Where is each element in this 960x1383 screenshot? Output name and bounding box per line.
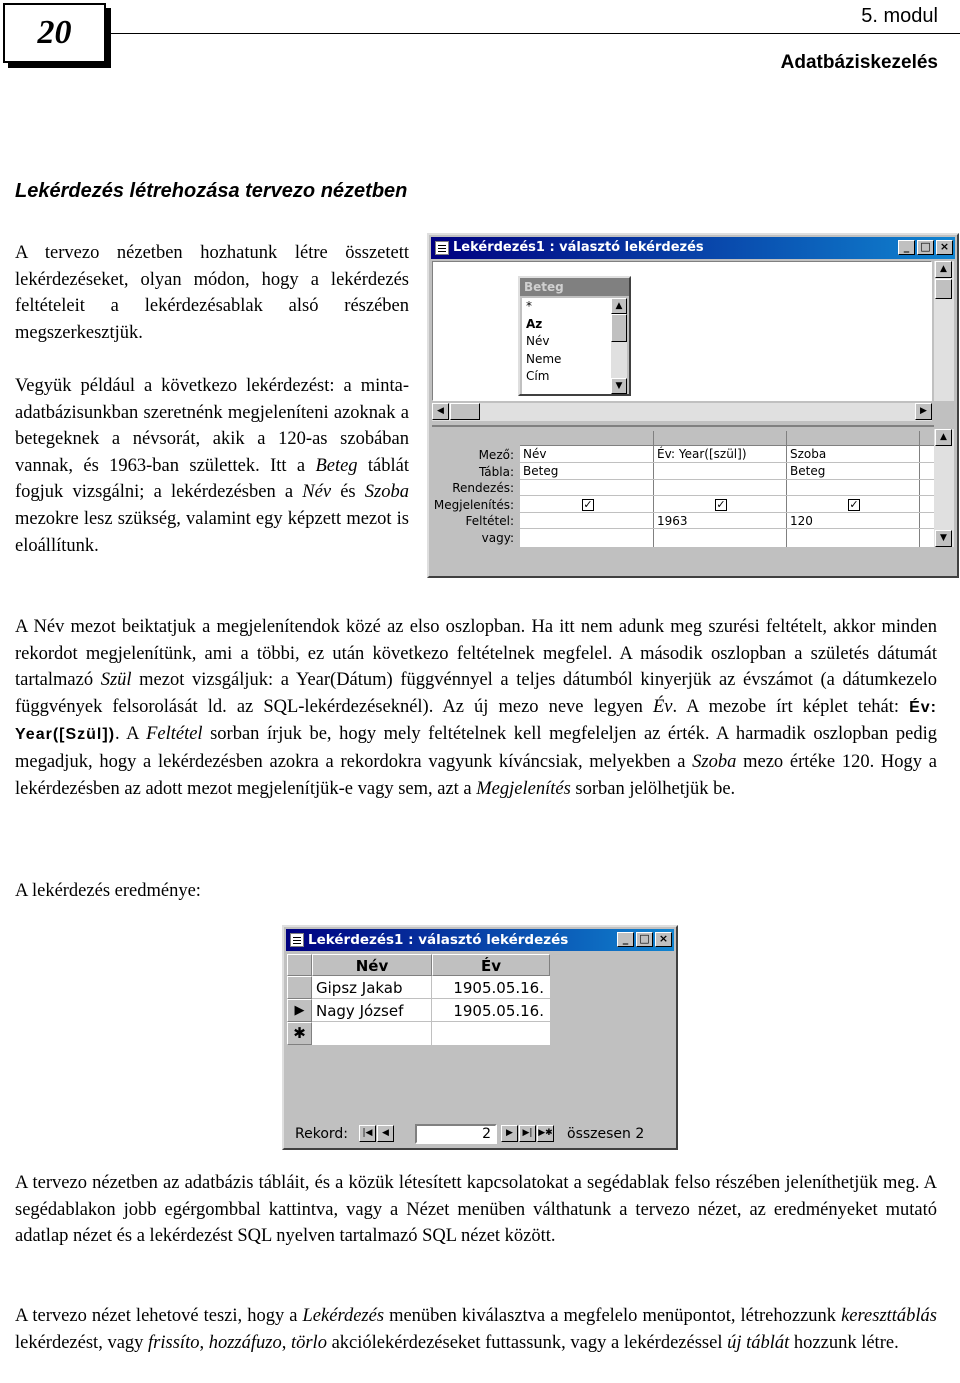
scroll-up-icon[interactable]: ▲ — [935, 429, 952, 446]
szoba-emph: Szoba — [364, 482, 409, 503]
kereszttablas-emph: kereszttáblás — [841, 1306, 938, 1326]
datasheet-cells — [312, 976, 550, 1045]
formula: Év: Year([Szül]) — [15, 698, 937, 744]
intro-text-2c: és — [331, 482, 365, 503]
qbe-table-cell[interactable]: Beteg — [523, 464, 559, 478]
torlo-emph: törlo — [290, 1332, 327, 1353]
result-titlebar — [286, 929, 674, 951]
bottom-text-1: A tervezo nézetben az adatbázis tábláit, és a közük létesített kapcsolatokat a segédablak felso részében jeleníthetjük meg. A segédablakon jobb egérgombbal kattintva, vagy a Nézet menüben válthatunk a tervezo nézet, az eredményeket mutató adatlap nézet és a lekérdezést SQL nyelven tartalmazó SQL nézet között. — [15, 1173, 937, 1247]
close-button[interactable]: × — [655, 932, 672, 947]
row-line — [520, 528, 934, 529]
qbe-field-cell[interactable]: Év: Year([szül]) — [657, 447, 747, 461]
show-checkbox[interactable]: ✓ — [849, 498, 859, 511]
record-navigation — [287, 1123, 673, 1145]
body-text: . A mezobe írt képlet tehát: — [672, 696, 910, 717]
maximize-button[interactable]: □ — [917, 240, 934, 255]
qbe-field-cell[interactable]: Név — [523, 447, 547, 461]
table-cell[interactable]: 1905.05.16. — [453, 979, 544, 997]
scroll-left-icon[interactable]: ◀ — [432, 403, 449, 420]
scroll-thumb[interactable] — [450, 403, 480, 420]
beteg-table-box[interactable] — [518, 276, 631, 396]
lower-vertical-scrollbar[interactable] — [934, 429, 954, 547]
feltetel-emph: Feltétel — [146, 724, 203, 745]
row-selector[interactable] — [287, 976, 312, 999]
module-label: 5. modul — [861, 5, 938, 27]
row-label-show: Megjelenítés: — [433, 497, 514, 512]
design-window-title: Lekérdezés1 : választó lekérdezés — [453, 240, 704, 255]
record-label: Rekord: — [295, 1126, 348, 1142]
row-label-field: Mező: — [478, 448, 514, 462]
field-list-item[interactable]: Az — [526, 316, 543, 331]
upper-vertical-scrollbar[interactable] — [934, 261, 954, 401]
header-rule — [106, 33, 960, 34]
first-record-icon[interactable]: |◀ — [359, 1125, 376, 1142]
select-all-corner[interactable] — [287, 954, 312, 976]
upper-horizontal-scrollbar[interactable] — [432, 403, 932, 421]
show-checkbox[interactable]: ✓ — [716, 498, 726, 511]
body-text: sorban jelölhetjük be. — [570, 778, 736, 799]
table-pane — [432, 261, 932, 401]
row-label-criteria: Feltétel: — [465, 514, 514, 528]
frissito-emph: frissíto — [148, 1332, 200, 1353]
datasheet-icon — [290, 933, 304, 947]
beteg-emph: Beteg — [315, 455, 358, 476]
scroll-thumb[interactable] — [935, 279, 952, 299]
page-number-text: 20 — [37, 14, 72, 51]
row-label-table: Tábla: — [478, 464, 514, 479]
scroll-down-icon[interactable]: ▼ — [935, 530, 952, 547]
body-text: mezo értéke 120. Hogy a lekérdezésben az adott mezot megjelenítjük-e vagy sem, azt a — [15, 751, 937, 799]
row-line — [520, 495, 934, 496]
query-icon — [435, 241, 449, 255]
record-total: összesen 2 — [567, 1126, 645, 1142]
field-list-scrollbar[interactable] — [611, 298, 627, 394]
column-divider — [786, 431, 787, 547]
row-label-or: vagy: — [481, 530, 514, 545]
qbe-field-cell[interactable]: Szoba — [790, 447, 827, 461]
column-divider — [919, 431, 920, 547]
body-text: mezot vizsgáljuk: a Year(Dátum) függvénnyel a teljes dátumból kinyerjük az évszámot (a dátumkezelo függvények felsorolását ld. az SQL-lekérdezéseknél). Az új mezo neve legyen — [15, 670, 937, 717]
bottom-paragraph-1 — [15, 1170, 937, 1250]
minimize-button[interactable]: _ — [617, 932, 634, 947]
column-selectors[interactable] — [520, 431, 934, 446]
field-list-item[interactable]: Neme — [526, 351, 562, 366]
qbe-row-labels — [432, 447, 514, 546]
hozzafuzo-emph: hozzáfuzo — [208, 1332, 282, 1353]
intro-text-2b: táblát fogjuk vizsgálni; a lekérdezésben a — [15, 455, 410, 503]
bottom-text: , — [281, 1332, 291, 1353]
body-paragraph — [15, 614, 937, 802]
module-title: Adatbáziskezelés — [780, 52, 938, 73]
lekerdezes-emph: Lekérdezés — [302, 1306, 385, 1326]
scroll-right-icon[interactable]: ▶ — [915, 403, 932, 420]
qbe-criteria-cell[interactable]: 1963 — [657, 514, 688, 528]
bottom-text: akciólekérdezéseket futtassunk, vagy a lekérdezéssel — [326, 1332, 728, 1353]
ev-emph: Év — [652, 696, 673, 717]
bottom-paragraph-2 — [15, 1303, 937, 1356]
page-number — [3, 3, 106, 63]
bottom-text: menüben kiválasztva a megfelelo menüpontot, létrehozzunk — [384, 1306, 842, 1326]
maximize-button[interactable]: □ — [636, 932, 653, 947]
bottom-text: lekérdezést, vagy — [15, 1332, 149, 1353]
column-header-nev[interactable]: Név — [312, 954, 432, 976]
query-result-window — [282, 925, 678, 1150]
intro-paragraph-2 — [15, 373, 409, 559]
datasheet — [287, 954, 673, 1122]
scroll-up-icon[interactable]: ▲ — [611, 298, 627, 314]
bottom-text: , — [199, 1332, 209, 1353]
next-record-icon[interactable]: ▶ — [501, 1125, 518, 1142]
table-cell[interactable]: Nagy József — [316, 1002, 404, 1020]
body-text: A Név mezot beiktatjuk a megjelenítendok közé az elso oszlopban. Ha itt nem adunk meg szurési feltételt, akkor minden rekordot megjelenítünk, ami a többi, ez után következo feltételnek megfelel. A második oszlopban a születés dátumát tartalmazó — [15, 617, 937, 691]
prev-record-icon[interactable]: ◀ — [377, 1125, 394, 1142]
intro-text-2d: mezokre lesz szükség, valamint egy képzett mezot is eloállítunk. — [15, 508, 409, 556]
section-title: Lekérdezés létrehozása tervezo nézetben — [15, 180, 408, 202]
scroll-up-icon[interactable]: ▲ — [935, 261, 952, 278]
qbe-table-cell[interactable]: Beteg — [790, 464, 826, 478]
design-titlebar — [431, 237, 955, 259]
field-list-item[interactable]: Cím — [526, 369, 550, 383]
column-line — [431, 976, 432, 1045]
beteg-table-title: Beteg — [520, 278, 629, 296]
table-cell[interactable]: 1905.05.16. — [453, 1002, 544, 1020]
new-record-icon[interactable]: ✱ — [287, 1022, 312, 1045]
qbe-criteria-cell[interactable]: 120 — [790, 514, 813, 528]
minimize-button[interactable]: _ — [898, 240, 915, 255]
result-window-title: Lekérdezés1 : választó lekérdezés — [308, 932, 569, 948]
field-list-item[interactable]: Név — [526, 334, 550, 348]
current-record-icon[interactable]: ▶ — [287, 999, 312, 1022]
megjelenites-emph: Megjelenítés — [476, 778, 571, 799]
close-button[interactable]: × — [936, 240, 953, 255]
qbe-columns — [520, 431, 934, 547]
intro-text-2a: Vegyük például a következo lekérdezést: a minta-adatbázisunkban szeretnénk megjeleníteni azoknak a betegeknek a névsorát, akik a 120-as szobában vannak, és 1963-ban születtek. Itt a — [15, 376, 409, 476]
scroll-down-icon[interactable]: ▼ — [611, 378, 627, 394]
table-cell[interactable]: Gipsz Jakab — [316, 979, 403, 997]
result-label: A lekérdezés eredménye: — [15, 881, 201, 901]
column-header-ev[interactable]: Év — [432, 954, 550, 976]
uj-tabla-emph: új táblát — [727, 1332, 790, 1353]
qbe-grid — [432, 429, 934, 547]
field-list-item[interactable]: * — [526, 299, 532, 313]
row-label-sort: Rendezés: — [452, 481, 514, 495]
new-record-nav-icon[interactable]: ▶✱ — [537, 1125, 554, 1142]
row-line — [520, 462, 934, 463]
nev-emph: Név — [302, 482, 332, 503]
last-record-icon[interactable]: ▶| — [519, 1125, 536, 1142]
show-checkbox[interactable]: ✓ — [583, 498, 593, 511]
intro-paragraph-1 — [15, 240, 409, 346]
szul-emph: Szül — [100, 670, 132, 691]
row-line — [520, 479, 934, 480]
record-number-input[interactable] — [415, 1124, 497, 1144]
pane-splitter[interactable] — [432, 425, 934, 427]
body-text: . A — [115, 724, 147, 745]
body-text: sorban írjuk be, hogy mely feltételnek kell megfeleljen az érték. A harmadik oszlopban pedig megadjuk, hogy a lekérdezésben azokra a rekordokra vagyunk kíváncsiak, melyekben a — [15, 724, 937, 772]
bottom-text: A tervezo nézet lehetové teszi, hogy a — [15, 1306, 303, 1326]
field-list — [522, 298, 612, 394]
row-line — [520, 512, 934, 513]
record-number: 2 — [482, 1126, 491, 1142]
bottom-text: hozzunk létre. — [789, 1332, 899, 1353]
scroll-thumb[interactable] — [611, 314, 627, 342]
query-design-window — [427, 233, 959, 578]
intro-text-1: A tervezo nézetben hozhatunk létre összetett lekérdezéseket, olyan módon, hogy a lekérdezés feltételeit a lekérdezésablak alsó részében megszerkesztjük. — [15, 243, 409, 343]
szoba-emph: Szoba — [692, 751, 737, 772]
column-divider — [653, 431, 654, 547]
